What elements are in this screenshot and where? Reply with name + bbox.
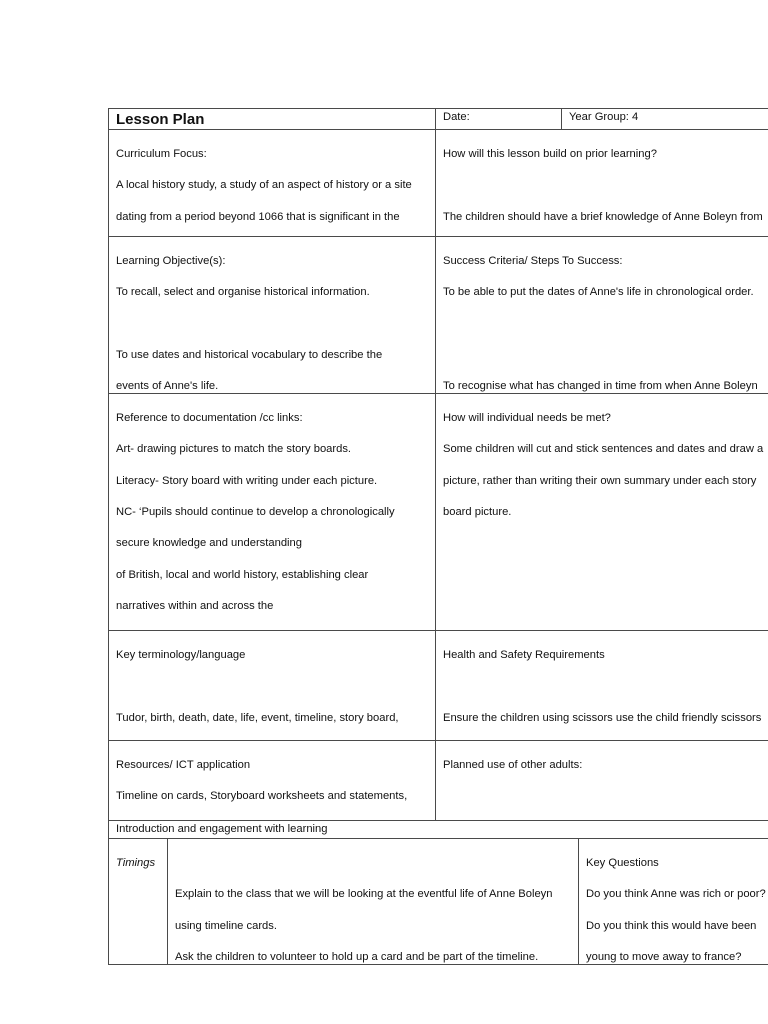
reference-line: Literacy- Story board with writing under each picture. xyxy=(116,474,378,487)
key-question-line: Do you think Anne was rich or poor? xyxy=(586,888,766,901)
individual-needs-line: picture, rather than writing their own summary under each story xyxy=(443,474,757,487)
reference-cell xyxy=(108,393,436,631)
objective-line: events of Anne's life. xyxy=(116,380,219,393)
success-line: To be able to put the dates of Anne's life in chronological order. xyxy=(443,286,754,299)
year-group-field: Year Group: 4 xyxy=(561,108,768,130)
success-heading: Success Criteria/ Steps To Success: xyxy=(443,254,623,267)
resources-cell xyxy=(108,740,436,821)
key-question-line: young to move away to france? xyxy=(586,950,742,963)
health-safety-line: Ensure the children using scissors use the child friendly scissors xyxy=(443,711,762,724)
timings-cell xyxy=(108,838,168,965)
other-adults-heading: Planned use of other adults: xyxy=(443,758,583,771)
success-line: To recognise what has changed in time from when Anne Boleyn xyxy=(443,380,758,393)
individual-needs-line: Some children will cut and stick sentences and dates and draw a xyxy=(443,443,764,456)
curriculum-line: A local history study, a study of an aspect of history or a site xyxy=(116,179,412,192)
curriculum-line: dating from a period beyond 1066 that is significant in the xyxy=(116,210,400,223)
activity-line: Ask the children to volunteer to hold up a card and be part of the timeline. xyxy=(175,950,539,963)
page-title: Lesson Plan xyxy=(108,108,436,130)
terminology-line: Tudor, birth, death, date, life, event, timeline, story board, xyxy=(116,711,399,724)
prior-learning-heading: How will this lesson build on prior learning? xyxy=(443,147,657,160)
reference-line: secure knowledge and understanding xyxy=(116,537,302,550)
objective-line: To recall, select and organise historical information. xyxy=(116,286,370,299)
activity-line: using timeline cards. xyxy=(175,919,277,932)
learning-objectives-cell xyxy=(108,236,436,394)
objective-line: To use dates and historical vocabulary to describe the xyxy=(116,348,383,361)
reference-line: Art- drawing pictures to match the story boards. xyxy=(116,443,352,456)
resources-heading: Resources/ ICT application xyxy=(116,758,251,771)
timings-label: Timings xyxy=(116,856,156,869)
activity-line: Explain to the class that we will be looking at the eventful life of Anne Boleyn xyxy=(175,888,553,901)
terminology-heading: Key terminology/language xyxy=(116,648,246,661)
individual-needs-line: board picture. xyxy=(443,505,512,518)
introduction-heading: Introduction and engagement with learning xyxy=(108,820,768,839)
prior-learning-line: The children should have a brief knowledge of Anne Boleyn from xyxy=(443,210,763,223)
success-criteria-cell xyxy=(435,236,768,394)
terminology-cell xyxy=(108,630,436,741)
individual-needs-cell xyxy=(435,393,768,631)
reference-line: narratives within and across the xyxy=(116,600,274,613)
objectives-heading: Learning Objective(s): xyxy=(116,254,226,267)
reference-heading: Reference to documentation /cc links: xyxy=(116,411,303,424)
key-questions-cell xyxy=(578,838,768,965)
individual-needs-heading: How will individual needs be met? xyxy=(443,411,611,424)
date-field: Date: xyxy=(435,108,562,130)
health-safety-heading: Health and Safety Requirements xyxy=(443,648,605,661)
reference-line: of British, local and world history, establishing clear xyxy=(116,568,369,581)
key-questions-heading: Key Questions xyxy=(586,856,659,869)
prior-learning-cell xyxy=(435,129,768,237)
curriculum-heading: Curriculum Focus: xyxy=(116,147,207,160)
key-question-line: Do you think this would have been xyxy=(586,919,757,932)
curriculum-focus-cell xyxy=(108,129,436,237)
activity-cell xyxy=(167,838,579,965)
other-adults-cell xyxy=(435,740,768,821)
resources-line: Timeline on cards, Storyboard worksheets and statements, xyxy=(116,790,408,803)
health-safety-cell xyxy=(435,630,768,741)
reference-line: NC- ‘Pupils should continue to develop a chronologically xyxy=(116,505,395,518)
